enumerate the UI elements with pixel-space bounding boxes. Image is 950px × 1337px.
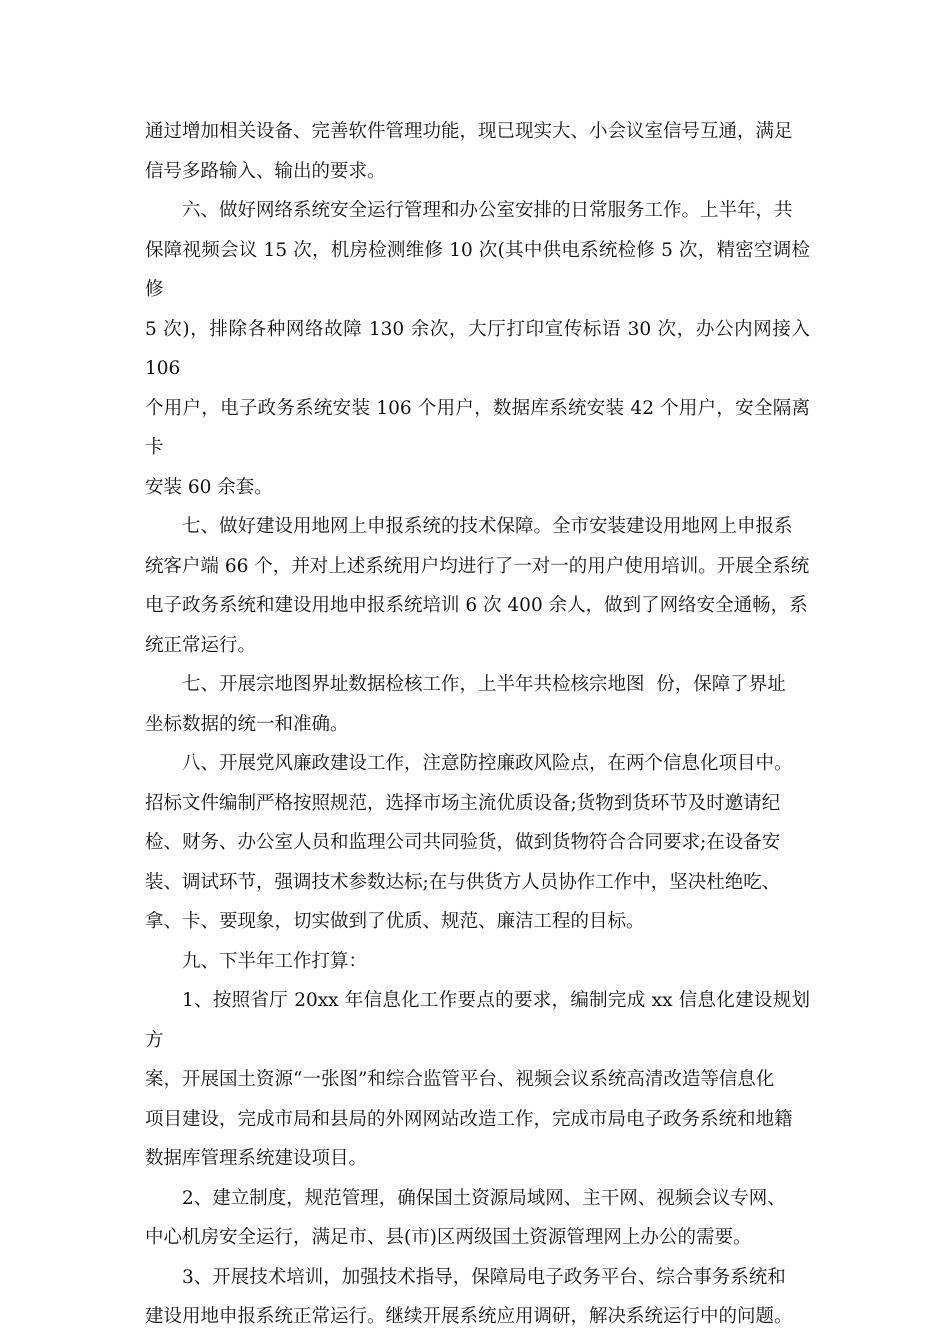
- text-line: 七、做好建设用地网上申报系统的技术保障。全市安装建设用地网上申报系: [182, 516, 793, 537]
- text-line: 坐标数据的统一和准确。: [145, 713, 349, 735]
- paragraph: [145, 942, 810, 982]
- text-line: 六、做好网络系统安全运行管理和办公室安排的日常服务工作。上半年，共: [182, 200, 793, 221]
- text-line: 检、财务、办公室人员和监理公司共同验货，做到货物符合合同要求;在设备安: [145, 832, 781, 853]
- text-line: 通过增加相关设备、完善软件管理功能，现已现实大、小会议室信号互通，满足: [145, 121, 793, 142]
- text-line: 九、下半年工作打算：: [182, 950, 368, 972]
- paragraph: [145, 1179, 810, 1258]
- text-line: 招标文件编制严格按照规范，选择市场主流优质设备;货物到货环节及时邀请纪: [145, 792, 781, 814]
- text-line: 5 次)，排除各种网络故障 130 余次，大厅打印宣传标语 30 次，办公内网接入 106: [145, 318, 816, 379]
- text-line: 统正常运行。: [145, 634, 257, 656]
- text-line: 七、开展宗地图界址数据检核工作，上半年共检核宗地图 份，保障了界址: [182, 674, 786, 695]
- text-line: 信号多路输入、输出的要求。: [145, 160, 386, 182]
- paragraph: [145, 981, 810, 1179]
- text-line: 保障视频会议 15 次，机房检测维修 10 次(其中供电系统检修 5 次，精密空调检修: [145, 239, 810, 300]
- text-line: 3、开展技术培训，加强技术指导，保障局电子政务平台、综合事务系统和: [182, 1266, 786, 1288]
- text-line: 电子政务系统和建设用地申报系统培训 6 次 400 余人，做到了网络安全通畅，系: [145, 595, 808, 616]
- text-line: 项目建设，完成市局和县局的外网网站改造工作，完成市局电子政务系统和地籍: [145, 1108, 793, 1130]
- text-line: 拿、卡、要现象，切实做到了优质、规范、廉洁工程的目标。: [145, 911, 645, 932]
- document-body: [145, 112, 816, 1337]
- text-line: 案，开展国土资源“一张图”和综合监管平台、视频会议系统高清改造等信息化: [145, 1069, 775, 1090]
- paragraph: [145, 112, 810, 191]
- text-line: 八、开展党风廉政建设工作，注意防控廉政风险点，在两个信息化项目中。: [182, 753, 793, 774]
- text-line: 1、按照省厅 20xx 年信息化工作要点的要求，编制完成 xx 信息化建设规划方: [145, 990, 810, 1051]
- text-line: 统客户端 66 个，并对上述系统用户均进行了一对一的用户使用培训。开展全系统: [145, 555, 810, 577]
- paragraph: [145, 191, 816, 507]
- text-line: 安装 60 余套。: [145, 476, 273, 498]
- paragraph: [145, 1258, 810, 1337]
- text-line: 2、建立制度，规范管理，确保国土资源局域网、主干网、视频会议专网、: [182, 1187, 786, 1209]
- text-line: 个用户，电子政务系统安装 106 个用户，数据库系统安装 42 个用户，安全隔离卡: [145, 397, 810, 458]
- text-line: 中心机房安全运行，满足市、县(市)区两级国土资源管理网上办公的需要。: [145, 1227, 752, 1248]
- text-line: 数据库管理系统建设项目。: [145, 1148, 368, 1169]
- paragraph: [145, 665, 810, 744]
- text-line: 建设用地申报系统正常运行。继续开展系统应用调研，解决系统运行中的问题。: [145, 1306, 793, 1327]
- text-line: 装、调试环节，强调技术参数达标;在与供货方人员协作工作中，坚决杜绝吃、: [145, 871, 781, 893]
- paragraph: [145, 744, 810, 942]
- paragraph: [145, 507, 810, 665]
